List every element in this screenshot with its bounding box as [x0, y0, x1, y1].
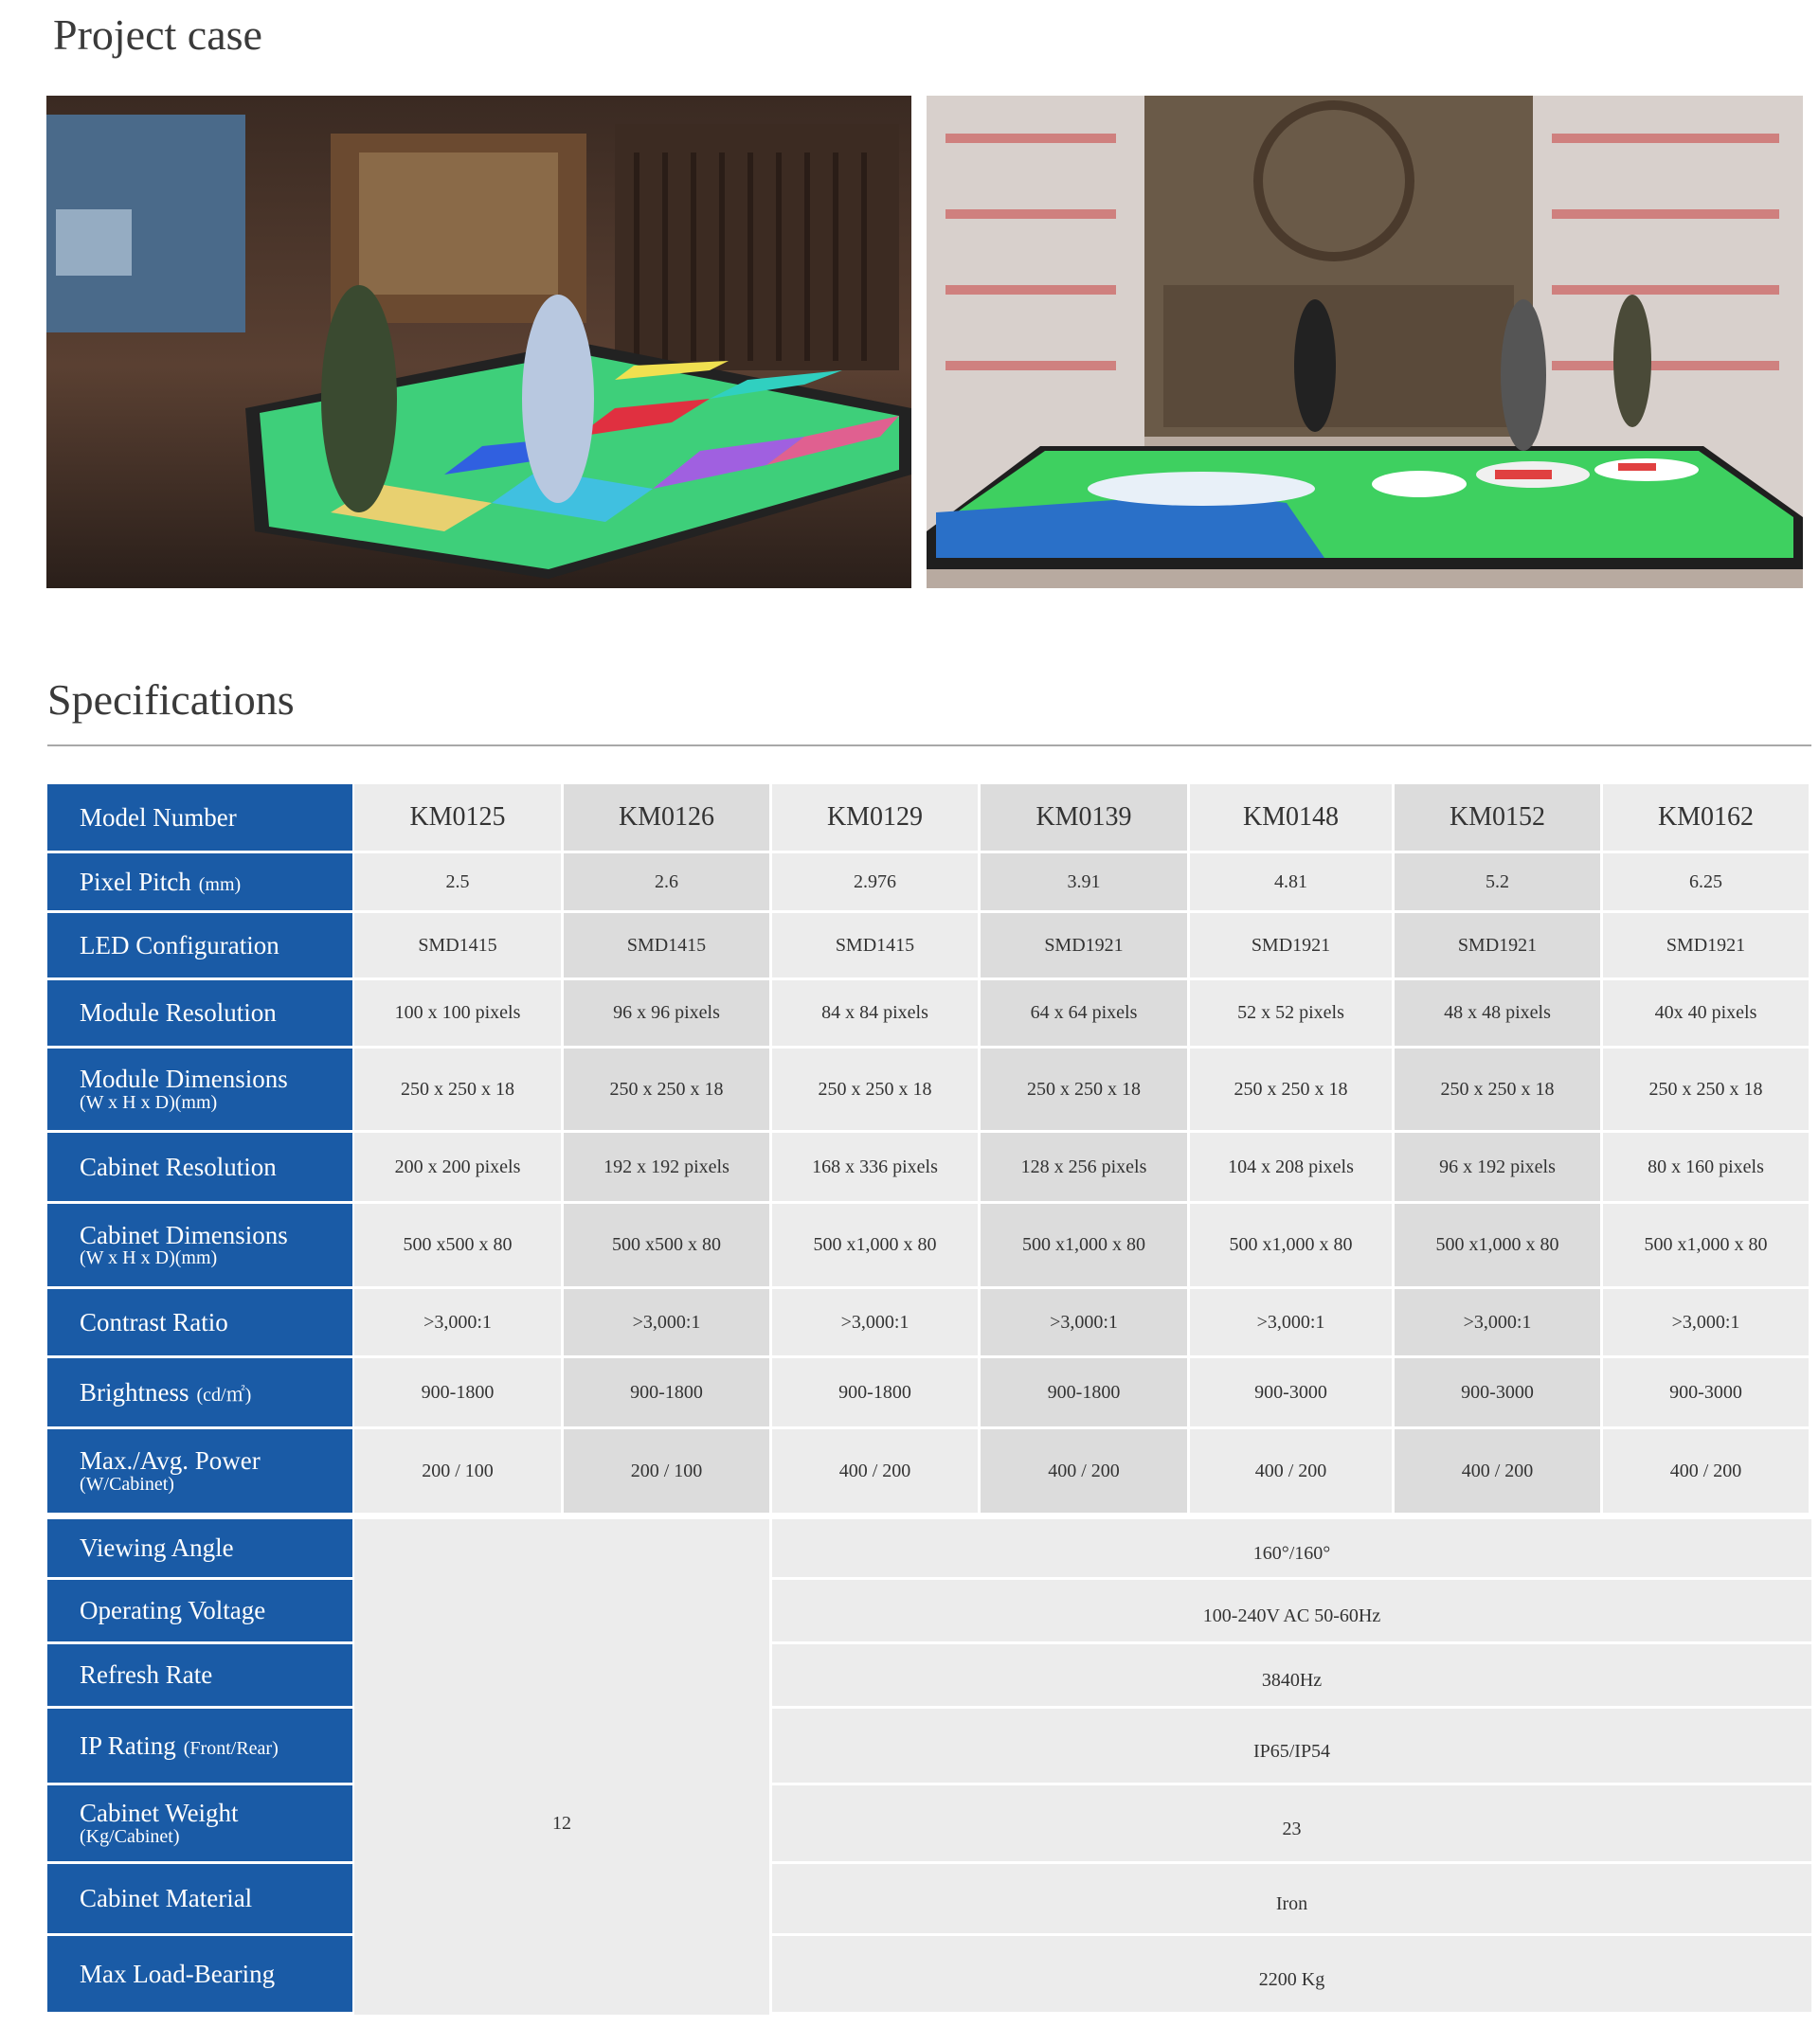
cabinet-weight-label — [47, 1785, 352, 1861]
section-divider — [47, 744, 1811, 746]
operating-voltage-label-text: Operating Voltage — [80, 1596, 266, 1625]
model-header-km0148: KM0148 — [1190, 784, 1392, 851]
module-dimensions-value-cell: 250 x 250 x 18 — [564, 1049, 769, 1130]
operating-voltage-label — [47, 1580, 352, 1641]
module-dimensions-value-cell: 250 x 250 x 18 — [354, 1049, 561, 1130]
operating-voltage-label-main-row — [80, 1597, 352, 1623]
brightness-value-cell: 900-1800 — [981, 1358, 1187, 1426]
viewing-angle-label — [47, 1519, 352, 1577]
contrast-ratio-value-cell: >3,000:1 — [564, 1289, 769, 1355]
brightness-value-cell: 900-1800 — [354, 1358, 561, 1426]
contrast-ratio-value-cell: >3,000:1 — [772, 1289, 978, 1355]
cabinet-weight-label-subtext: (Kg/Cabinet) — [80, 1825, 180, 1847]
cabinet-resolution-value-cell: 104 x 208 pixels — [1190, 1133, 1392, 1201]
cabinet-resolution-value-cell: 96 x 192 pixels — [1395, 1133, 1600, 1201]
module-resolution-value-cell: 84 x 84 pixels — [772, 980, 978, 1046]
module-dimensions-label-subtext: (W x H x D)(mm) — [80, 1091, 218, 1113]
module-resolution-value-cell: 100 x 100 pixels — [354, 980, 561, 1046]
ip-rating-label-unit: (Front/Rear) — [183, 1737, 279, 1759]
module-resolution-label-text: Module Resolution — [80, 998, 277, 1028]
model-header-km0152: KM0152 — [1395, 784, 1600, 851]
ip-rating-label-main-row — [80, 1732, 352, 1760]
max-load-bearing-label — [47, 1936, 352, 2012]
cabinet-resolution-value-cell: 80 x 160 pixels — [1603, 1133, 1809, 1201]
max-avg-power-label-text: Max./Avg. Power — [80, 1446, 261, 1476]
brightness-label — [47, 1358, 352, 1426]
led-configuration-value-cell: SMD1415 — [772, 913, 978, 977]
led-configuration-label-main-row — [80, 932, 352, 959]
cabinet-resolution-value-cell: 128 x 256 pixels — [981, 1133, 1187, 1201]
contrast-ratio-value-cell: >3,000:1 — [981, 1289, 1187, 1355]
pixel-pitch-label — [47, 853, 352, 910]
brightness-label-main-row — [80, 1379, 352, 1407]
cabinet-dimensions-value-cell: 500 x1,000 x 80 — [981, 1204, 1187, 1286]
contrast-ratio-label-text: Contrast Ratio — [80, 1307, 228, 1336]
contrast-ratio-value-cell: >3,000:1 — [1395, 1289, 1600, 1355]
cabinet-dimensions-value-cell: 500 x500 x 80 — [564, 1204, 769, 1286]
module-dimensions-value-cell: 250 x 250 x 18 — [1190, 1049, 1392, 1130]
operating-voltage-value: 100-240V AC 50-60Hz — [772, 1580, 1811, 1641]
module-dimensions-value-cell: 250 x 250 x 18 — [772, 1049, 978, 1130]
contrast-ratio-value-cell: >3,000:1 — [1603, 1289, 1809, 1355]
cabinet-weight-label-text: Cabinet Weight — [80, 1799, 239, 1828]
refresh-rate-label — [47, 1644, 352, 1706]
max-load-bearing-value: 2200 Kg — [772, 1936, 1811, 2012]
max-avg-power-value-cell: 200 / 100 — [564, 1429, 769, 1513]
cabinet-weight-left-value: 12 — [552, 1812, 571, 1834]
max-avg-power-label-main-row — [80, 1447, 352, 1474]
pixel-pitch-label-text: Pixel Pitch — [80, 867, 191, 896]
cabinet-weight-value: 23 — [772, 1785, 1811, 1861]
led-configuration-value-cell: SMD1921 — [981, 913, 1187, 977]
ip-rating-value: IP65/IP54 — [772, 1709, 1811, 1783]
refresh-rate-label-text: Refresh Rate — [80, 1660, 213, 1690]
refresh-rate-value: 3840Hz — [772, 1644, 1811, 1706]
model-header-km0129: KM0129 — [772, 784, 978, 851]
dance-floor-restaurant-photo — [46, 96, 911, 588]
cabinet-material-label-text: Cabinet Material — [80, 1884, 253, 1913]
led-configuration-label — [47, 913, 352, 977]
cabinet-dimensions-label-main-row — [80, 1222, 352, 1248]
module-resolution-value-cell: 48 x 48 pixels — [1395, 980, 1600, 1046]
cabinet-dimensions-label-text: Cabinet Dimensions — [80, 1220, 288, 1249]
pixel-pitch-value-cell: 2.976 — [772, 853, 978, 910]
cabinet-resolution-label-main-row — [80, 1154, 352, 1180]
cabinet-resolution-label — [47, 1133, 352, 1201]
brightness-value-cell: 900-3000 — [1603, 1358, 1809, 1426]
max-avg-power-value-cell: 400 / 200 — [1395, 1429, 1600, 1513]
cabinet-material-label — [47, 1864, 352, 1933]
cabinet-dimensions-label — [47, 1204, 352, 1286]
viewing-angle-value: 160°/160° — [772, 1519, 1811, 1577]
cabinet-weight-label-main-row — [80, 1800, 352, 1826]
pixel-pitch-value-cell: 2.6 — [564, 853, 769, 910]
merged-left-block — [354, 1519, 769, 2015]
pixel-pitch-label-main-row — [80, 869, 352, 896]
max-avg-power-value-cell: 400 / 200 — [981, 1429, 1187, 1513]
module-resolution-value-cell: 96 x 96 pixels — [564, 980, 769, 1046]
model-header-km0139: KM0139 — [981, 784, 1187, 851]
model-header-km0126: KM0126 — [564, 784, 769, 851]
cabinet-dimensions-label-subtext: (W x H x D)(mm) — [80, 1247, 218, 1269]
module-dimensions-value-cell: 250 x 250 x 18 — [981, 1049, 1187, 1130]
max-avg-power-label — [47, 1429, 352, 1513]
contrast-ratio-label-main-row — [80, 1309, 352, 1336]
led-configuration-value-cell: SMD1415 — [564, 913, 769, 977]
pixel-pitch-value-cell: 6.25 — [1603, 853, 1809, 910]
cabinet-resolution-value-cell: 200 x 200 pixels — [354, 1133, 561, 1201]
viewing-angle-label-text: Viewing Angle — [80, 1533, 234, 1563]
cabinet-resolution-value-cell: 168 x 336 pixels — [772, 1133, 978, 1201]
max-avg-power-value-cell: 400 / 200 — [1190, 1429, 1392, 1513]
model-header-km0162: KM0162 — [1603, 784, 1809, 851]
cabinet-dimensions-value-cell: 500 x500 x 80 — [354, 1204, 561, 1286]
model-number-label — [47, 784, 352, 851]
brightness-label-text: Brightness — [80, 1377, 189, 1407]
ip-rating-label — [47, 1709, 352, 1783]
module-resolution-value-cell: 64 x 64 pixels — [981, 980, 1187, 1046]
module-resolution-label — [47, 980, 352, 1046]
pixel-pitch-label-unit: (mm) — [198, 873, 242, 895]
led-configuration-value-cell: SMD1921 — [1190, 913, 1392, 977]
contrast-ratio-label — [47, 1289, 352, 1355]
contrast-ratio-value-cell: >3,000:1 — [1190, 1289, 1392, 1355]
pixel-pitch-value-cell: 2.5 — [354, 853, 561, 910]
led-configuration-value-cell: SMD1415 — [354, 913, 561, 977]
refresh-rate-label-main-row — [80, 1661, 352, 1688]
brightness-value-cell: 900-3000 — [1395, 1358, 1600, 1426]
specifications-heading: Specifications — [47, 675, 295, 724]
contrast-ratio-value-cell: >3,000:1 — [354, 1289, 561, 1355]
pixel-pitch-value-cell: 4.81 — [1190, 853, 1392, 910]
max-avg-power-value-cell: 400 / 200 — [1603, 1429, 1809, 1513]
interactive-floor-hall-photo — [927, 96, 1803, 588]
project-case-heading: Project case — [53, 10, 262, 59]
cabinet-dimensions-value-cell: 500 x1,000 x 80 — [772, 1204, 978, 1286]
module-dimensions-value-cell: 250 x 250 x 18 — [1603, 1049, 1809, 1130]
pixel-pitch-value-cell: 3.91 — [981, 853, 1187, 910]
led-configuration-value-cell: SMD1921 — [1395, 913, 1600, 977]
brightness-label-unit: (cd/㎡) — [196, 1384, 252, 1406]
module-dimensions-value-cell: 250 x 250 x 18 — [1395, 1049, 1600, 1130]
brightness-value-cell: 900-3000 — [1190, 1358, 1392, 1426]
led-configuration-value-cell: SMD1921 — [1603, 913, 1809, 977]
max-avg-power-label-subtext: (W/Cabinet) — [80, 1473, 174, 1495]
module-dimensions-label-main-row — [80, 1066, 352, 1092]
module-dimensions-label-text: Module Dimensions — [80, 1065, 288, 1094]
cabinet-dimensions-value-cell: 500 x1,000 x 80 — [1395, 1204, 1600, 1286]
cabinet-dimensions-value-cell: 500 x1,000 x 80 — [1190, 1204, 1392, 1286]
max-load-bearing-label-main-row — [80, 1961, 352, 1987]
module-resolution-label-main-row — [80, 999, 352, 1026]
cabinet-material-label-main-row — [80, 1885, 352, 1911]
max-avg-power-value-cell: 200 / 100 — [354, 1429, 561, 1513]
model-number-label-text: Model Number — [80, 802, 237, 832]
cabinet-resolution-label-text: Cabinet Resolution — [80, 1152, 277, 1181]
cabinet-resolution-value-cell: 192 x 192 pixels — [564, 1133, 769, 1201]
brightness-value-cell: 900-1800 — [564, 1358, 769, 1426]
ip-rating-label-text: IP Rating — [80, 1730, 176, 1760]
max-avg-power-value-cell: 400 / 200 — [772, 1429, 978, 1513]
viewing-angle-label-main-row — [80, 1534, 352, 1561]
cabinet-material-value: Iron — [772, 1864, 1811, 1933]
led-configuration-label-text: LED Configuration — [80, 930, 279, 959]
brightness-value-cell: 900-1800 — [772, 1358, 978, 1426]
cabinet-dimensions-value-cell: 500 x1,000 x 80 — [1603, 1204, 1809, 1286]
module-dimensions-label — [47, 1049, 352, 1130]
module-resolution-value-cell: 52 x 52 pixels — [1190, 980, 1392, 1046]
pixel-pitch-value-cell: 5.2 — [1395, 853, 1600, 910]
module-resolution-value-cell: 40x 40 pixels — [1603, 980, 1809, 1046]
max-load-bearing-label-text: Max Load-Bearing — [80, 1959, 276, 1988]
model-header-km0125: KM0125 — [354, 784, 561, 851]
